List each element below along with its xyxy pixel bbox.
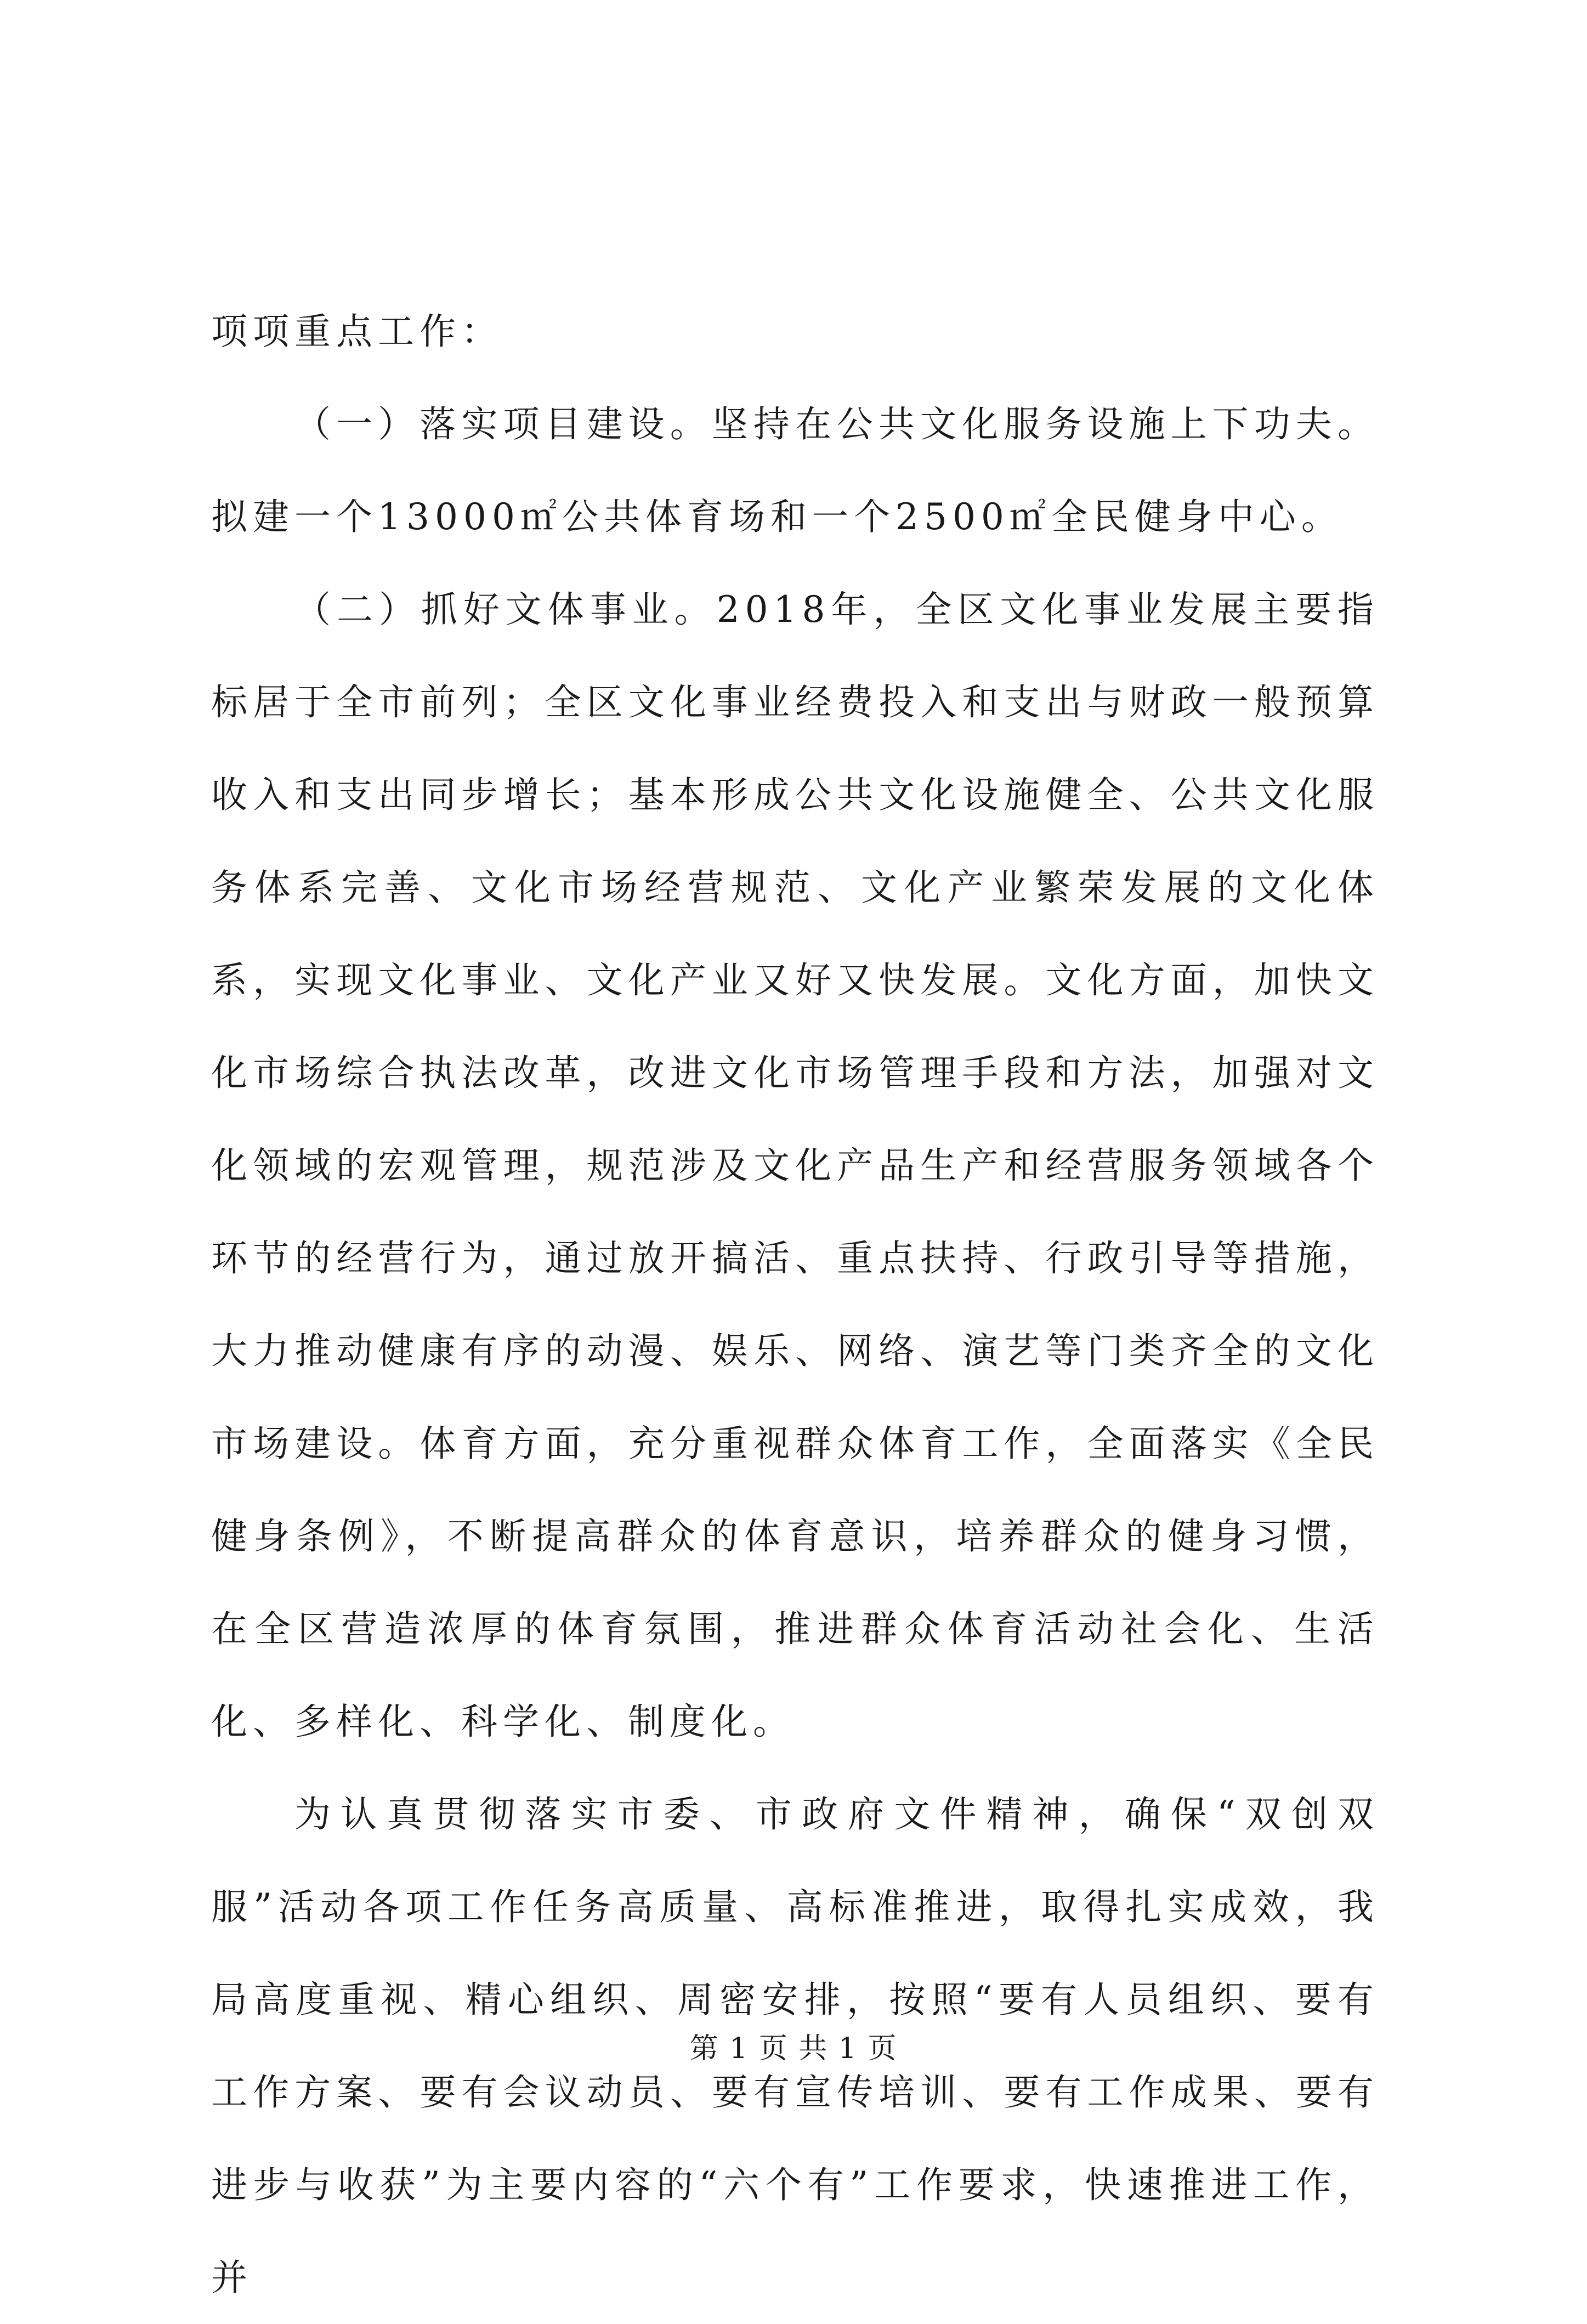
paragraph-implementation: 为认真贯彻落实市委、市政府文件精神，确保“双创双服”活动各项工作任务高质量、高标准推进，取得扎实成效，我局高度重视、精心组织、周密安排，按照“要有人员组织、要有工作方案、要有会议动员、要有宣传培训、要有工作成果、要有进步与收获”为主要内容的“六个有”工作要求，快速推进工作，并 (211, 1793, 1379, 2299)
paragraph-intro: 项项重点工作： (211, 310, 503, 353)
document-body (211, 285, 1379, 2324)
page-footer: 第 1 页 共 1 页 (689, 2032, 898, 2065)
paragraph-culture-sports: （二）抓好文体事业。2018年，全区文化事业发展主要指标居于全市前列；全区文化事业经费投入和支出与财政一般预算收入和支出同步增长；基本形成公共文化设施健全、公共文化服务体系完善、文化市场经营规范、文化产业繁荣发展的文化体系，实现文化事业、文化产业又好又快发展。文化方面，加快文化市场综合执法改革，改进文化市场管理手段和方法，加强对文化领域的宏观管理，规范涉及文化产品生产和经营服务领域各个环节的经营行为，通过放开搞活、重点扶持、行政引导等措施，大力推动健康有序的动漫、娱乐、网络、演艺等门类齐全的文化市场建设。体育方面，充分重视群众体育工作，全面落实《全民健身条例》，不断提高群众的体育意识，培养群众的健身习惯，在全区营造浓厚的体育氛围，推进群众体育活动社会化、生活化、多样化、科学化、制度化。 (211, 588, 1379, 1743)
paragraph-project-construction: （一）落实项目建设。坚持在公共文化服务设施上下功夫。拟建一个13000㎡公共体育场和一个2500㎡全民健身中心。 (211, 403, 1379, 538)
